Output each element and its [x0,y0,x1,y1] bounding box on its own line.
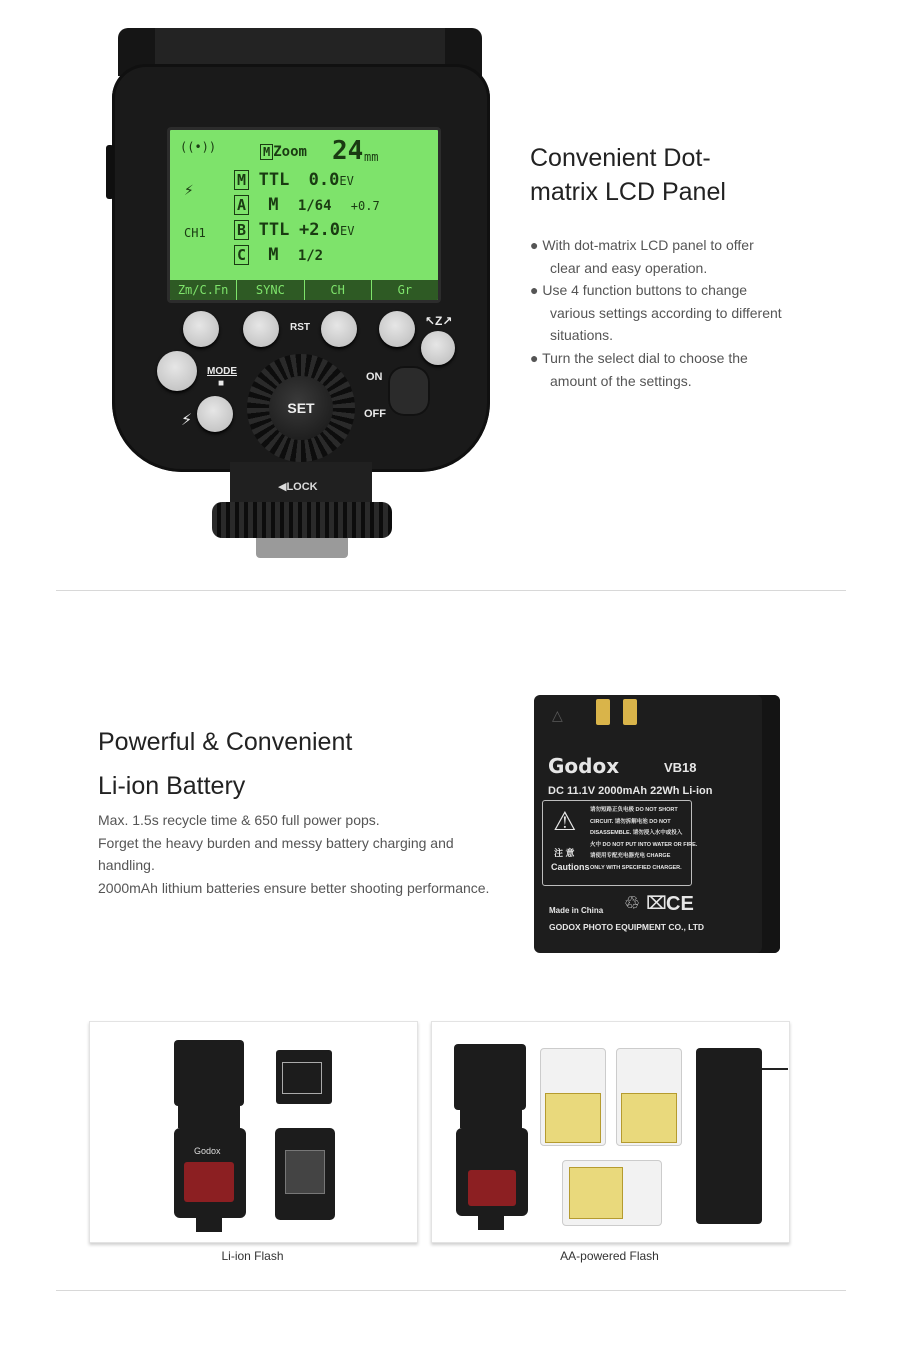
lcd-channel: CH1 [184,226,206,240]
crossed-bin-icon: ⌧ [646,893,667,913]
aa-batteries [621,1093,677,1143]
battery-contact [623,699,637,725]
off-label: OFF [364,408,386,420]
photo-caption: Li-ion Flash [221,1249,284,1263]
lcd-zoom-unit: mm [364,150,379,164]
warning-line: CIRCUIT. 请勿拆解电池 DO NOT [590,818,671,825]
bullet-text: situations. [550,327,614,344]
battery-text-line: Max. 1.5s recycle time & 650 full power pops. [98,812,380,828]
flash-foot [478,1216,504,1230]
bullet-text: amount of the settings. [550,372,692,389]
lcd-tab: Zm/C.Fn [170,280,237,300]
wireless-icon: ((•)) [180,140,217,154]
warning-line: DISASSEMBLE. 请勿浸入水中或投入 [590,830,683,836]
lcd-zoom-text: Zoom [273,144,307,160]
flash-brand: Godox [194,1146,221,1156]
zoom-button [421,331,455,365]
aa-batteries [569,1167,623,1219]
list-item [530,347,800,392]
lcd-tab: CH [305,280,372,300]
lcd-tab: SYNC [237,280,304,300]
rst-label: RST [290,322,310,333]
flash-head [174,1040,244,1106]
row-b-value: +2.0 [299,220,340,240]
photo-caption: AA-powered Flash [560,1249,659,1263]
ce-mark: CE [666,893,694,915]
group-b: B [234,220,249,240]
warning-line: 请勿短路正负电极 DO NOT SHORT [590,807,678,813]
battery-section-title [98,720,352,808]
flash-neck [460,1110,522,1128]
mode-button [197,396,233,432]
function-button-4 [379,311,415,347]
lcd-function-tabs [170,280,438,300]
aa-batteries [545,1093,601,1143]
section-divider [56,1290,846,1291]
row-m-value: 0.0 [308,170,340,190]
test-button [157,351,197,391]
lock-ring [212,502,392,538]
flash-neck [178,1106,240,1128]
row-c-value: 1/2 [297,248,324,264]
photo-li-ion-flash [89,1021,418,1243]
battery-model: VB18 [664,760,697,775]
battery-text-line: 2000mAh lithium batteries ensure better shooting performance. [98,879,490,896]
pack-cable [762,1068,788,1070]
lcd-title-line2: matrix LCD Panel [530,178,726,206]
warning-triangle-icon: ⚠ [553,806,577,836]
polarity-triangle-icon: △ [552,707,563,723]
battery-text-line: handling. [98,857,155,874]
set-button: SET [269,376,333,440]
mode-label: MODE [207,366,237,377]
battery-brand: Godox [548,754,620,778]
battery-spec: DC 11.1V 2000mAh 22Wh Li-ion [548,785,713,797]
external-battery-pack [696,1048,762,1224]
group-c: C [234,245,249,265]
warning-line: 请使用专配充电器充电 CHARGE [590,853,671,859]
battery-description [98,809,508,899]
power-switch [388,366,430,416]
function-button-1 [183,311,219,347]
section-divider [56,590,846,591]
lcd-row-a [234,195,380,215]
bullet-text: clear and easy operation. [550,259,708,276]
row-a-mode: M [268,195,279,215]
row-m-unit: EV [339,174,354,188]
caution-en: Cautions [551,862,590,872]
charger-label [285,1150,325,1194]
row-c-mode: M [268,245,279,265]
function-button-2 [243,311,279,347]
row-a-value: 1/64 [297,198,332,214]
caution-cn: 注 意 [554,848,575,858]
lcd-row-b [234,220,354,240]
lcd-tab: Gr [397,283,413,297]
lock-icon: ■ [218,378,225,389]
group-a: A [234,195,249,215]
battery-small-label [282,1062,322,1094]
bullet-text: ● With dot-matrix LCD panel to offer [530,237,754,253]
list-item [530,234,800,279]
warning-line: ONLY WITH SPECIFIED CHARGER. [590,864,682,871]
photo-aa-flash [431,1021,790,1243]
company-name: GODOX PHOTO EQUIPMENT CO., LTD [549,922,705,932]
red-window [184,1162,234,1202]
warning-line: 火中 DO NOT PUT INTO WATER OR FIRE. [590,841,698,848]
aa-pack [562,1160,662,1226]
battery-title-line1: Powerful & Convenient [98,728,353,756]
lock-label: ◀LOCK [278,481,318,493]
battery-text-line: Forget the heavy burden and messy battery charging and [98,834,454,851]
row-b-unit: EV [339,224,355,238]
aa-pack [616,1048,682,1146]
lcd-section-title [530,141,726,209]
flash-bolt-icon: ⚡ [181,412,193,429]
lcd-zoom-value: 24 [332,136,364,166]
flash-head [454,1044,526,1110]
battery-contact [596,699,610,725]
row-b-mode: TTL [258,220,290,240]
warning-list [590,805,697,874]
zoom-arrow-icon: ↖Z↗ [425,314,453,328]
aa-pack [540,1048,606,1146]
flash-foot [196,1218,222,1232]
made-in: Made in China [549,906,604,915]
function-button-3 [321,311,357,347]
row-a-extra: +0.7 [350,199,380,213]
master-flash-icon: ⚡ [184,180,194,199]
shoe-plate [256,538,348,558]
on-label: ON [366,371,383,383]
lcd-zoom-label: M Zoom [260,144,307,160]
side-port-cover [106,145,114,199]
battery-title-line2: Li-ion Battery [98,772,246,800]
list-item [530,279,800,347]
lcd-row-c [234,245,323,265]
red-window [468,1170,516,1206]
lcd-feature-list [530,234,800,392]
bullet-text: various settings according to different [550,304,782,321]
group-m: M [234,170,249,190]
bullet-text: ● Use 4 function buttons to change [530,282,748,299]
row-m-mode: TTL [258,170,290,190]
lcd-title-line1: Convenient Dot- [530,144,711,172]
lcd-row-m [234,170,354,190]
recycle-icon: ♲ [624,893,641,913]
bullet-text: ● Turn the select dial to choose the [530,349,748,366]
lcd-panel [167,127,441,303]
